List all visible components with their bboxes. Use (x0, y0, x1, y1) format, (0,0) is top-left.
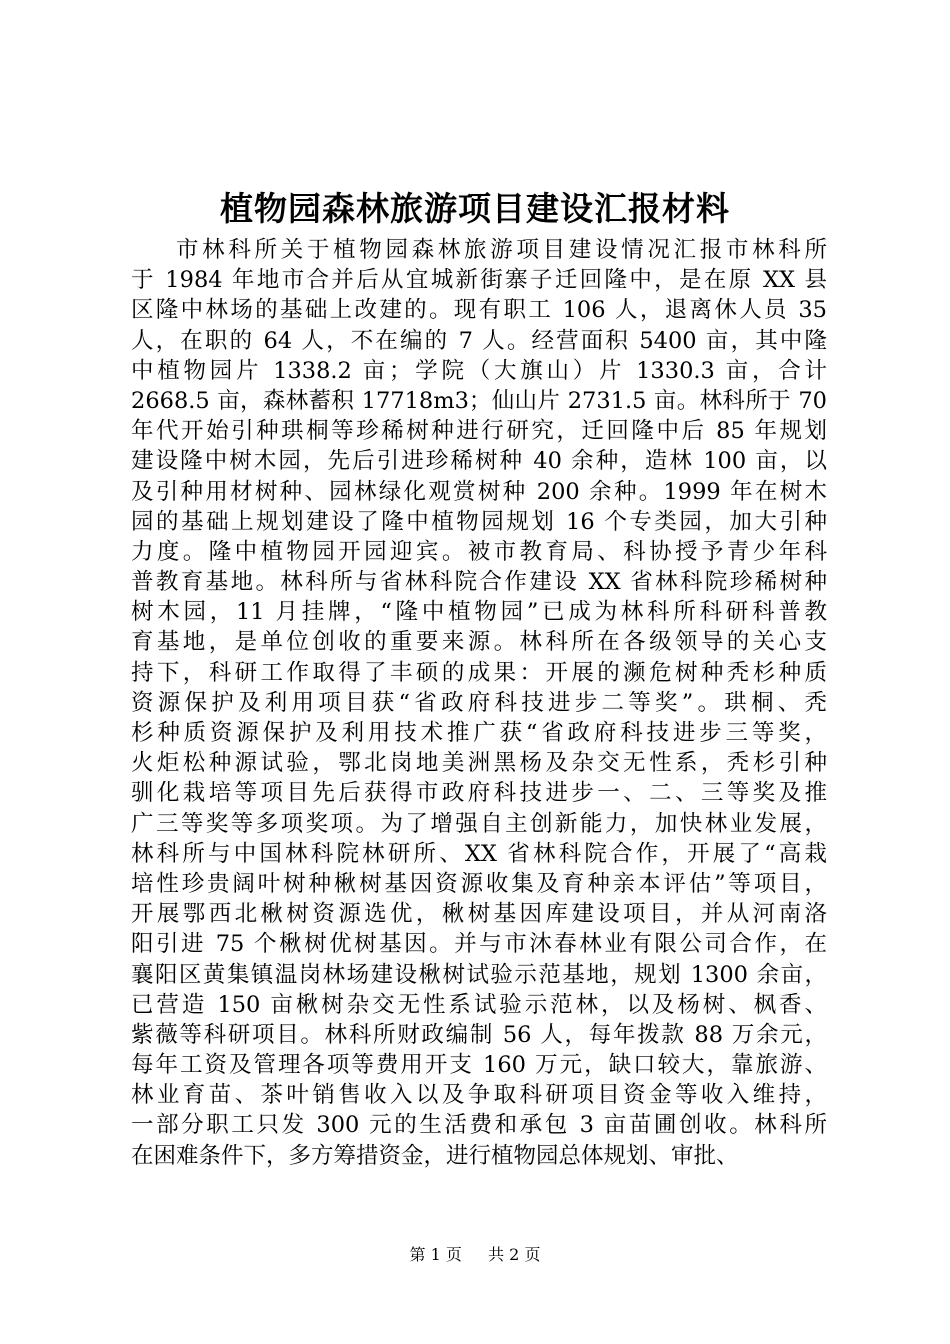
body-line: 育基地，是单位创收的重要来源。林科所在各级领导的关心支 (131, 629, 827, 656)
body-line: 一部分职工只发 300 元的生活费和承包 3 亩苗圃创收。林科所 (131, 1112, 827, 1139)
body-line: 树木园，11 月挂牌，“隆中植物园”已成为林科所科研科普教 (131, 599, 827, 626)
page-footer (0, 1243, 950, 1267)
body-line: 火炬松种源试验，鄂北岗地美洲黑杨及杂交无性系，秃杉引种 (131, 750, 827, 777)
body-line: 普教育基地。林科所与省林科院合作建设 XX 省林科院珍稀树种 (131, 569, 827, 596)
body-line: 力度。隆中植物园开园迎宾。被市教育局、科协授予青少年科 (131, 538, 827, 565)
page-separator (467, 1245, 483, 1264)
document-body (131, 235, 827, 1171)
body-line: 2668.5 亩，森林蓄积 17718m3；仙山片 2731.5 亩。林科所于 70 (131, 387, 827, 414)
body-line: 林业育苗、茶叶销售收入以及争取科研项目资金等收入维持， (131, 1082, 827, 1109)
body-line: 每年工资及管理各项等费用开支 160 万元，缺口较大，靠旅游、 (131, 1052, 827, 1079)
body-line: 年代开始引种珙桐等珍稀树种进行研究，迁回隆中后 85 年规划 (131, 418, 827, 445)
body-line: 紫薇等科研项目。林科所财政编制 56 人，每年拨款 88 万余元， (131, 1021, 827, 1048)
body-line: 持下，科研工作取得了丰硕的成果：开展的濒危树种秃杉种质 (131, 659, 827, 686)
body-line: 已营造 150 亩楸树杂交无性系试验示范林，以及杨树、枫香、 (131, 991, 827, 1018)
body-line: 人，在职的 64 人，不在编的 7 人。经营面积 5400 亩，其中隆 (131, 327, 827, 354)
document-title: 植物园森林旅游项目建设汇报材料 (220, 189, 730, 228)
page-number: 第 1 页 (409, 1245, 462, 1264)
body-line: 培性珍贵阔叶树种楸树基因资源收集及育种亲本评估”等项目， (131, 870, 827, 897)
body-line: 于 1984 年地市合并后从宜城新街寨子迁回隆中，是在原 XX 县 (131, 267, 827, 294)
body-line: 资源保护及利用项目获“省政府科技进步二等奖”。珙桐、秃 (131, 689, 827, 716)
body-line: 及引种用材树种、园林绿化观赏树种 200 余种。1999 年在树木 (131, 478, 827, 505)
body-line: 杉种质资源保护及利用技术推广获“省政府科技进步三等奖， (131, 720, 827, 746)
body-line: 广三等奖等多项奖项。为了增强自主创新能力，加快林业发展， (131, 810, 827, 837)
body-line: 襄阳区黄集镇温岗林场建设楸树试验示范基地，规划 1300 余亩， (131, 961, 827, 988)
body-line: 阳引进 75 个楸树优树基因。并与市沐春林业有限公司合作，在 (131, 931, 827, 958)
body-line: 市林科所关于植物园森林旅游项目建设情况汇报市林科所 (176, 237, 827, 263)
body-line: 驯化栽培等项目先后获得市政府科技进步一、二、三等奖及推 (131, 780, 827, 807)
body-line: 建设隆中树木园，先后引进珍稀树种 40 余种，造林 100 亩，以 (131, 448, 827, 475)
body-line: 中植物园片 1338.2 亩；学院（大旗山）片 1330.3 亩，合计 (131, 357, 827, 384)
body-line: 在困难条件下，多方筹措资金，进行植物园总体规划、审批、 (131, 1142, 739, 1169)
page-total: 共 2 页 (488, 1245, 541, 1264)
body-line: 园的基础上规划建设了隆中植物园规划 16 个专类园，加大引种 (131, 508, 827, 535)
body-line: 开展鄂西北楸树资源选优，楸树基因库建设项目，并从河南洛 (131, 901, 827, 928)
body-line: 林科所与中国林科院林研所、XX 省林科院合作，开展了“高栽 (131, 840, 827, 867)
body-line: 区隆中林场的基础上改建的。现有职工 106 人，退离休人员 35 (131, 297, 827, 324)
